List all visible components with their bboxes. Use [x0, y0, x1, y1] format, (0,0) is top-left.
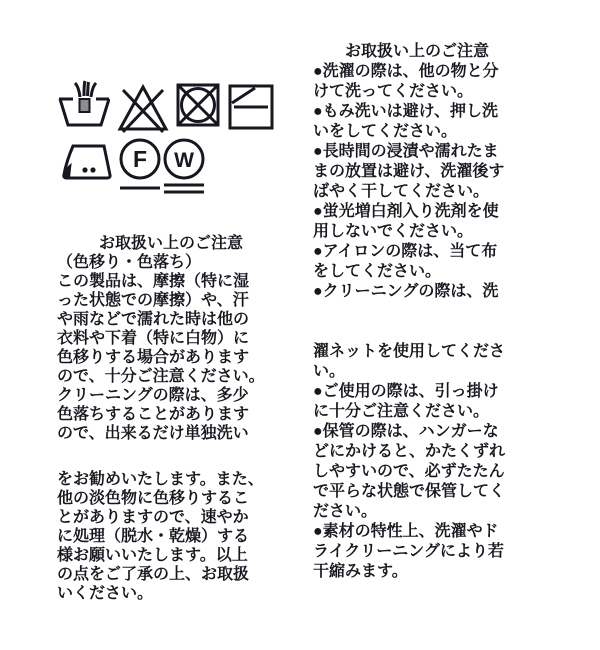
- text-line: ●クリーニングの際は、洗: [313, 283, 499, 300]
- text-line: ●もみ洗いは避け、押し洗: [313, 103, 499, 120]
- text-line: ●洗濯の際は、他の物と分: [313, 63, 499, 80]
- text-line: けて洗ってください。: [313, 83, 474, 100]
- right-paragraph-2: [313, 342, 567, 582]
- left-instructions-title: お取扱い上のご注意: [99, 235, 244, 252]
- text-line: まの放置は避け、洗濯後す: [313, 163, 505, 180]
- dry-clean-letter: F: [132, 146, 148, 172]
- right-instructions: [313, 42, 567, 582]
- text-line: 色落ちすることがあります: [57, 406, 250, 423]
- do-not-bleach-icon: [117, 82, 169, 134]
- text-line: 濯ネットを使用してくださ: [313, 343, 506, 360]
- hand-wash-icon: [58, 80, 110, 132]
- text-line: ●蛍光増白剤入り洗剤を使: [313, 203, 499, 220]
- text-line: 様お願いいたします。以上: [57, 547, 248, 564]
- text-line: ●素材の特性上、洗濯やド: [313, 523, 499, 540]
- left-paragraph-gap: [57, 443, 297, 470]
- text-line: ださい。: [313, 503, 378, 520]
- text-line: 色移りする場合があります: [57, 349, 250, 366]
- text-line: しやすいので、必ずたたん: [313, 463, 505, 480]
- text-line: い。: [313, 363, 346, 380]
- text-line: ●アイロンの際は、当て布: [313, 243, 498, 260]
- flat-dry-in-shade-icon: [227, 83, 275, 131]
- text-line: に十分ご注意ください。: [313, 403, 490, 420]
- left-paragraph-2: [57, 470, 297, 603]
- right-paragraph-1: [313, 62, 567, 302]
- text-line: 用しないでください。: [313, 223, 474, 240]
- left-instructions-subtitle: （色移り・色落ち）: [57, 254, 202, 271]
- text-line: に処理（脱水・乾燥）する: [57, 528, 250, 545]
- text-line: 衣料や下着（特に白物）に: [57, 330, 250, 347]
- wet-clean-w-icon: [162, 138, 206, 196]
- text-line: ●長時間の浸漬や濡れたま: [313, 143, 499, 160]
- dry-clean-f-icon: [118, 138, 162, 196]
- text-line: とがありますので、速やか: [57, 509, 249, 526]
- text-line: どにかけると、かたくずれ: [313, 443, 506, 460]
- text-line: や雨などで濡れた時は他の: [57, 311, 250, 328]
- text-line: ので、出来るだけ単独洗い: [57, 425, 249, 442]
- text-line: ライクリーニングにより若: [313, 543, 504, 560]
- wet-clean-letter: W: [174, 149, 194, 172]
- text-line: ●ご使用の際は、引っ掛け: [313, 383, 499, 400]
- text-line: ●保管の際は、ハンガーな: [313, 423, 499, 440]
- left-paragraph-1: [57, 272, 297, 443]
- text-line: この製品は、摩擦（特に湿: [57, 273, 250, 290]
- text-line: ばやく干してください。: [313, 183, 490, 200]
- right-instructions-title: お取扱い上のご注意: [345, 43, 490, 60]
- text-line: いをしてください。: [313, 123, 458, 140]
- text-line: の点をご了承の上、お取扱: [57, 566, 250, 583]
- text-line: をしてください。: [313, 263, 442, 280]
- text-line: 干縮みます。: [313, 563, 408, 580]
- right-paragraph-gap: [313, 302, 567, 342]
- text-line: いください。: [57, 585, 154, 602]
- text-line: をお勧めいたします。また、: [57, 471, 264, 488]
- text-line: 他の淡色物に色移りするこ: [57, 490, 250, 507]
- text-line: ので、十分ご注意ください。: [57, 368, 265, 385]
- text-line: で平らな状態で保管してく: [313, 483, 506, 500]
- do-not-tumble-dry-icon: [175, 82, 221, 128]
- left-instructions: [57, 234, 297, 603]
- text-line: クリーニングの際は、多少: [57, 387, 249, 404]
- iron-medium-icon: [60, 142, 114, 182]
- text-line: った状態での摩擦）や、汗: [57, 292, 249, 309]
